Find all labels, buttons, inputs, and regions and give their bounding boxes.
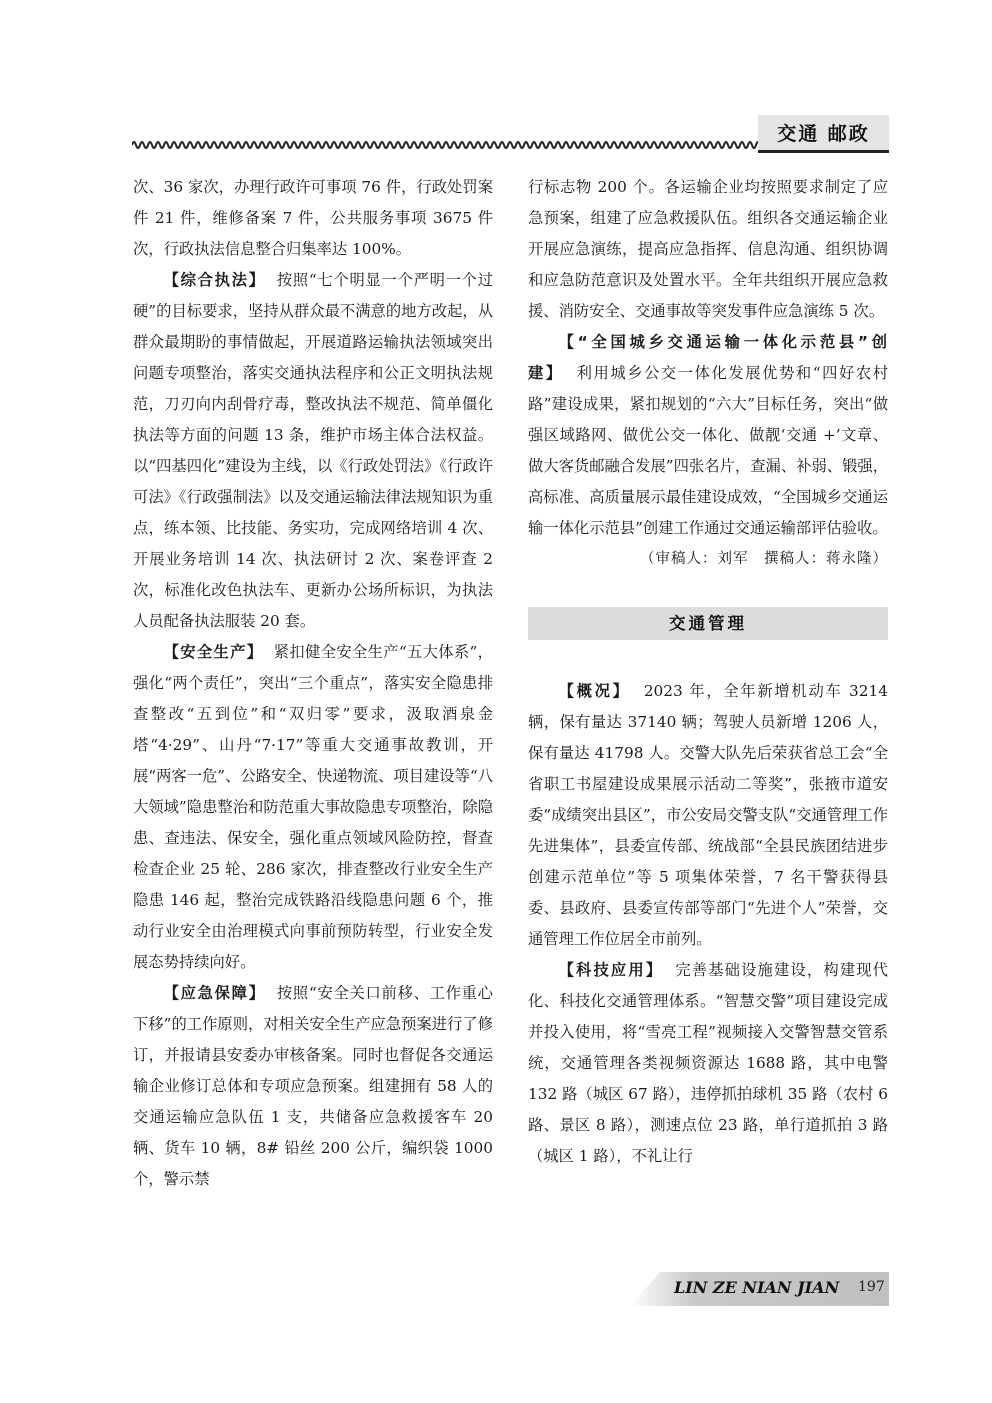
- paragraph-gaikuang: [528, 676, 888, 955]
- text-yingji-baozhang: 按照“安全关口前移、工作重心下移”的工作原则，对相关安全生产应急预案进行了修订，并报请县安委办审核备案。同时也督促各交通运输企业修订总体和专项应急预案。组建拥有 58 人的交通运输应急队伍 1 支，共储备应急救援客车 20 辆、货车 10 辆，8# 铅丝 200 公斤，编织袋 1000 个，警示禁: [133, 984, 493, 1188]
- right-column: [528, 172, 888, 1172]
- text-shifan-xian: 利用城乡公交一体化发展优势和“四好农村路”建设成果，紧扣规划的“六大”目标任务，突出“做强区域路网、做优公交一体化、做靓‘交通 +’文章、做大客货邮融合发展”四张名片，查漏、补弱、锻强，高标准、高质量展示最佳建设成效，“全国城乡交通运输一体化示范县”创建工作通过交通运输部评估验收。: [528, 364, 888, 537]
- text-gaikuang: 2023 年，全年新增机动车 3214 辆，保有量达 37140 辆；驾驶人员新增 1206 人，保有量达 41798 人。交警大队先后荣获省总工会“全省职工书屋建设成果展示活动二等奖”，张掖市道安委“成绩突出县区”，市公安局交警支队“交通管理工作先进集体”，县委宣传部、统战部“全县民族团结进步创建示范单位”等 5 项集体荣誉，7 名干警获得县委、县政府、县委宣传部等部门“先进个人”荣誉，交通管理工作位居全市前列。: [528, 682, 888, 948]
- left-column: [133, 172, 493, 1195]
- header-wave-rule: [132, 136, 758, 152]
- tag-anquan-shengchan: 【安全生产】: [163, 643, 264, 661]
- tag-zonghe-zhifa: 【综合执法】: [163, 271, 266, 289]
- page-number: 197: [858, 1279, 885, 1295]
- paragraph-continued-right: 行标志物 200 个。各运输企业均按照要求制定了应急预案，组建了应急救援队伍。组织各交通运输企业开展应急演练，提高应急指挥、信息沟通、组织协调和应急防范意识及处置水平。全年共组织开展应急救援、消防安全、交通事故等突发事件应急演练 5 次。: [528, 178, 888, 320]
- paragraph-keji-yingyong: [528, 955, 888, 1172]
- tag-shifan-xian: 【“全国城乡交通运输一体化示范县”创建】: [528, 333, 888, 382]
- paragraph-continued: 次、36 家次，办理行政许可事项 76 件，行政处罚案件 21 件，维修备案 7 件，公共服务事项 3675 件次，行政执法信息整合归集率达 100%。: [133, 178, 493, 258]
- section-heading-jiaotong-guanli: 交通管理: [528, 607, 888, 640]
- paragraph-zonghe-zhifa: [133, 265, 493, 637]
- reviewer-signature: （审稿人：刘军 撰稿人：蒋永隆）: [640, 551, 888, 567]
- text-keji-yingyong: 完善基础设施建设，构建现代化、科技化交通管理体系。“智慧交警”项目建设完成并投入使用，将“雪亮工程”视频接入交警智慧交管系统，交通管理各类视频资源达 1688 路，其中电警 132 路（城区 67 路），违停抓拍球机 35 路（农村 6 路、景区 8 路），测速点位 23 路，单行道抓拍 3 路（城区 1 路），不礼让行: [528, 961, 888, 1165]
- journal-title: LIN ZE NIAN JIAN: [674, 1278, 840, 1297]
- tag-keji-yingyong: 【科技应用】: [558, 961, 664, 979]
- paragraph-anquan-shengchan: [133, 637, 493, 978]
- section-tab: 交通 邮政: [758, 115, 889, 153]
- tag-gaikuang: 【概况】: [558, 682, 631, 700]
- tag-yingji-baozhang: 【应急保障】: [163, 984, 266, 1002]
- text-zonghe-zhifa: 按照“七个明显一个严明一个过硬”的目标要求，坚持从群众最不满意的地方改起，从群众最期盼的事情做起，开展道路运输执法领域突出问题专项整治，落实交通执法程序和公正文明执法规范，刀刃向内刮骨疗毒，整改执法不规范、简单僵化执法等方面的问题 13 条，维护市场主体合法权益。以“四基四化”建设为主线，以《行政处罚法》《行政许可法》《行政强制法》以及交通运输法律法规知识为重点，练本领、比技能、务实功，完成网络培训 4 次、开展业务培训 14 次、执法研讨 2 次、案卷评查 2 次，标准化改色执法车、更新办公场所标识，为执法人员配备执法服装 20 套。: [133, 271, 493, 630]
- paragraph-shifan-xian: [528, 327, 888, 544]
- text-anquan-shengchan: 紧扣健全安全生产“五大体系”，强化“两个责任”，突出“三个重点”，落实安全隐患排查整改“五到位”和“双归零”要求，汲取酒泉金塔“4·29”、山丹“7·17”等重大交通事故教训，开展“两客一危”、公路安全、快递物流、项目建设等“八大领域”隐患整治和防范重大事故隐患专项整治，除隐患、查违法、保安全，强化重点领域风险防控，督查检查企业 25 轮、286 家次，排查整改行业安全生产隐患 146 起，整治完成铁路沿线隐患问题 6 个，推动行业安全由治理模式向事前预防转型，行业安全发展态势持续向好。: [133, 643, 493, 971]
- paragraph-yingji-baozhang: [133, 978, 493, 1195]
